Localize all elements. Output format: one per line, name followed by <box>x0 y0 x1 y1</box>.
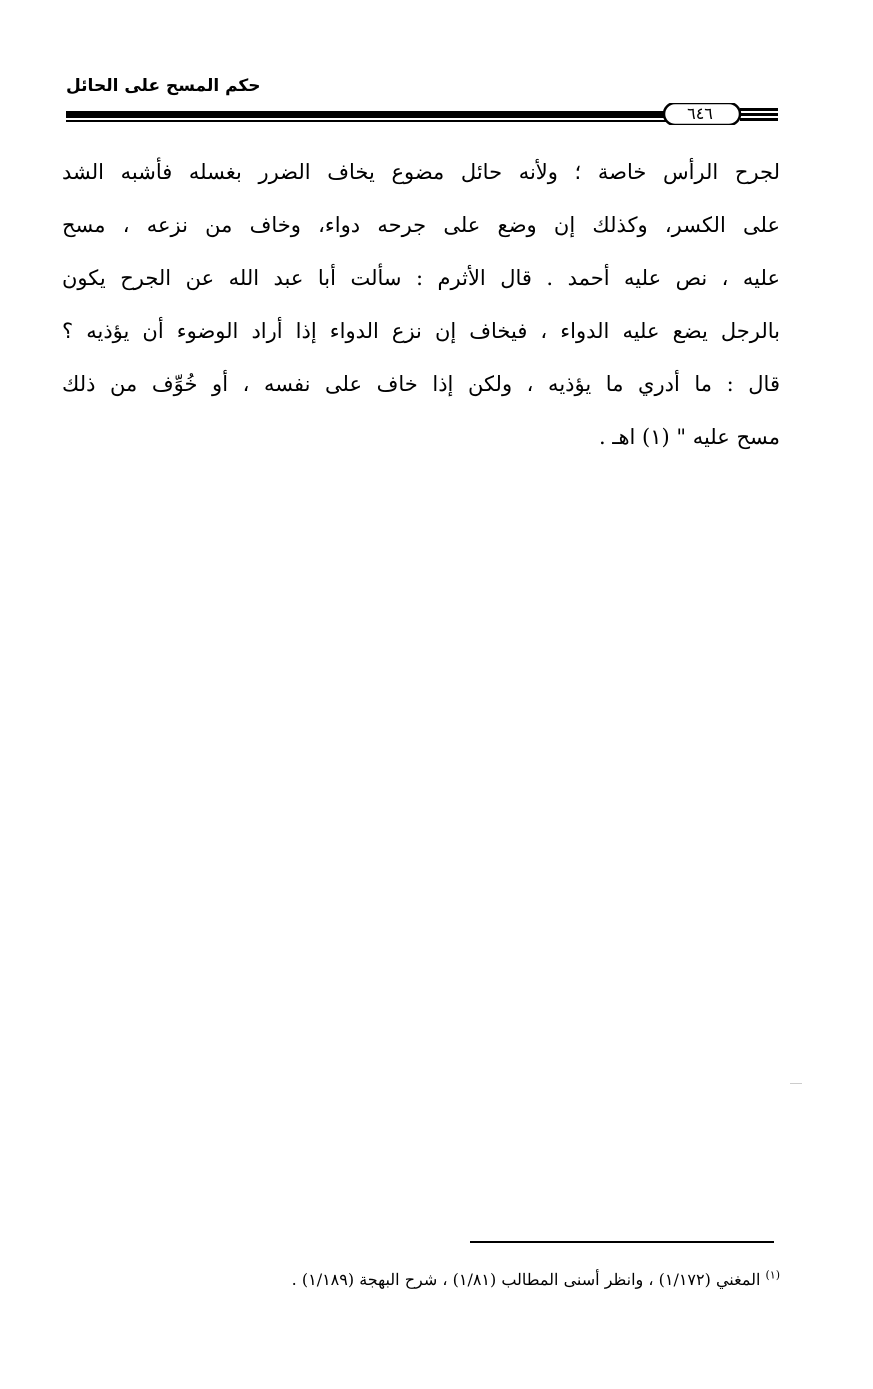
body-line-2: على الكسر، وكذلك إن وضع على جرحه دواء، وخاف من نزعه ، مسح <box>62 213 780 237</box>
footnote-marker: (١) <box>765 1268 780 1282</box>
footnote-text: المغني (١/١٧٢) ، وانظر أسنى المطالب (١/٨١) ، شرح البهجة (١/١٨٩) . <box>291 1270 761 1289</box>
header-right-bar-top <box>740 108 778 111</box>
header-thick-bar <box>66 111 666 118</box>
footnote-rule <box>470 1241 774 1243</box>
scan-mark <box>790 1083 802 1084</box>
body-line-5: قال : ما أدري ما يؤذيه ، ولكن إذا خاف على نفسه ، أو خُوِّف من ذلك <box>62 372 780 396</box>
header-right-bar-bottom <box>740 118 778 121</box>
body-line-3: عليه ، نص عليه أحمد . قال الأثرم : سألت أبا عبد الله عن الجرح يكون <box>62 266 780 290</box>
header-right-bar-middle <box>740 113 778 116</box>
body-line-6: مسح عليه " (١) اهـ . <box>598 425 780 449</box>
header-thin-bar <box>66 120 666 122</box>
page-number: ٦٤٦ <box>687 104 713 123</box>
footnote <box>80 1266 780 1294</box>
page-header-title: حكم المسح على الحائل <box>66 76 261 96</box>
body-line-4: بالرجل يضع عليه الدواء ، فيخاف إن نزع الدواء إذا أراد الوضوء أن يؤذيه ؟ <box>62 319 780 343</box>
body-line-1: لجرح الرأس خاصة ؛ ولأنه حائل مضوع يخاف الضرر بغسله فأشبه الشد <box>62 160 780 184</box>
body-text <box>62 146 780 464</box>
